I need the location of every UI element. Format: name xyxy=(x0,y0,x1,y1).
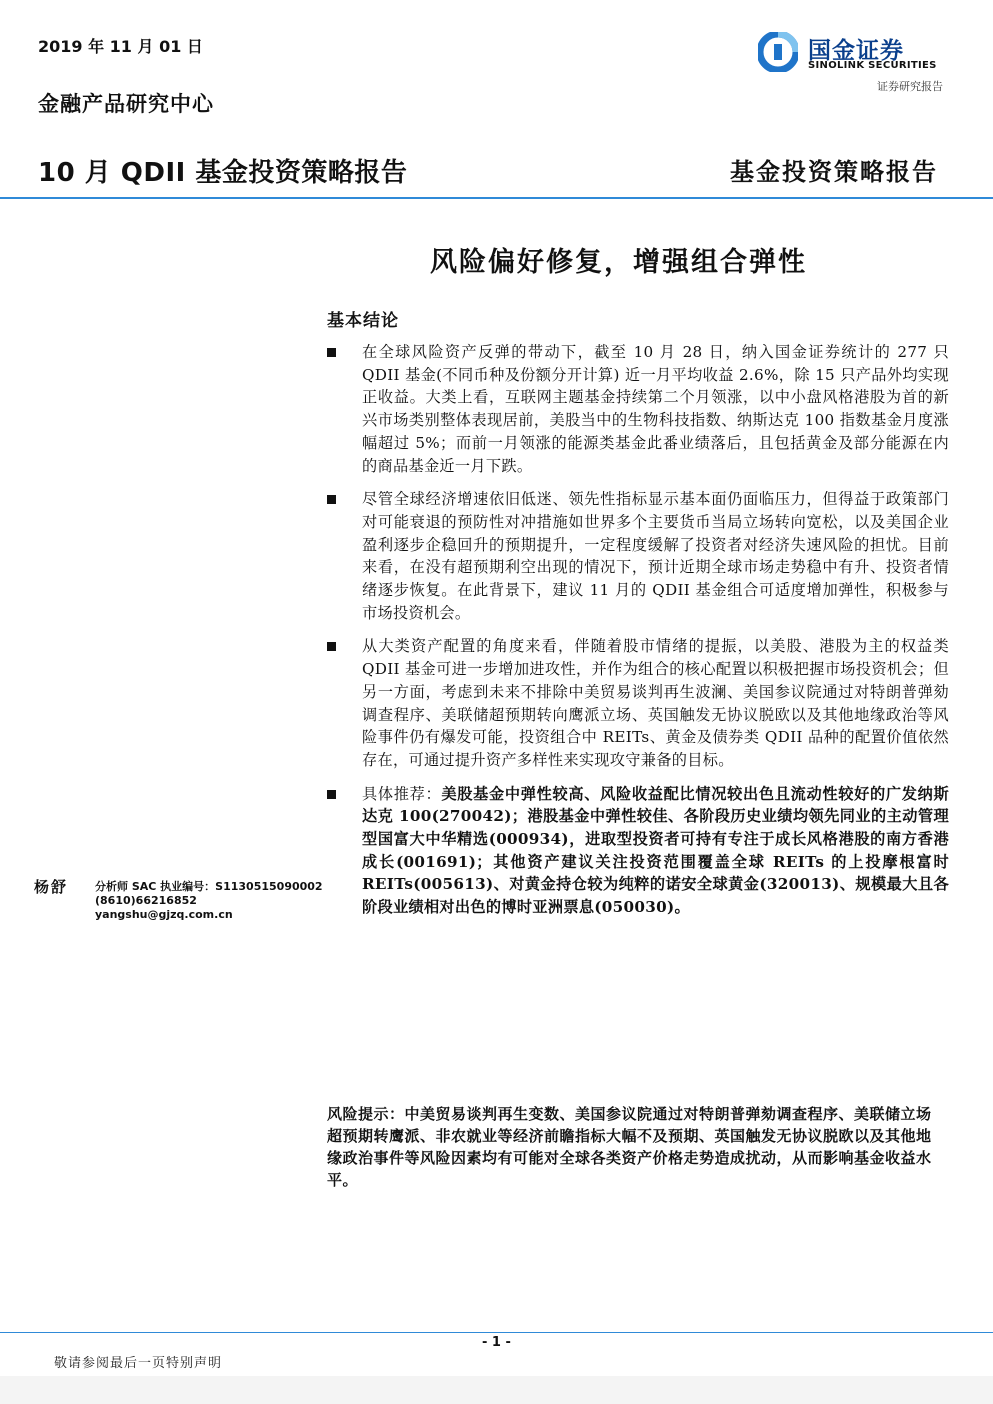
analyst-email: yangshu@gjzq.com.cn xyxy=(95,908,233,921)
footer-band xyxy=(0,1376,993,1404)
analyst-sac: 分析师 SAC 执业编号：S1130515090002 xyxy=(95,880,323,893)
conclusion-item xyxy=(327,341,949,477)
research-center: 金融产品研究中心 xyxy=(38,91,214,116)
bullet-square-icon xyxy=(327,790,336,799)
report-title: 10 月 QDII 基金投资策略报告 xyxy=(38,158,408,188)
conclusion-item xyxy=(327,635,949,771)
bullet-square-icon xyxy=(327,348,336,357)
footer-divider xyxy=(0,1332,993,1333)
conclusion-text: 从大类资产配置的角度来看，伴随着股市情绪的提振，以美股、港股为主的权益类 QDII 基金可进一步增加进攻性，并作为组合的核心配置以积极把握市场投资机会；但另一方面，考虑到未来不排除中美贸易谈判再生波澜、美国参议院通过对特朗普弹劾调查程序、美联储超预期转向鹰派立场、英国触发无协议脱欧以及其他地缘政治等风险事件仍有爆发可能，投资组合中 REITs、黄金及债券类 QDII 品种的配置价值依然存在，可通过提升资产多样性来实现攻守兼备的目标。 xyxy=(362,637,949,769)
company-logo xyxy=(758,30,948,80)
header-divider xyxy=(0,197,993,199)
recommendation-text: 美股基金中弹性较高、风险收益配比情况较出色且流动性较好的广发纳斯达克 100(270042)；港股基金中弹性较佳、各阶段历史业绩均领先同业的主动管理型国富大中华精选(000934)，进取型投资者可持有专注于成长风格港股的南方香港成长(001691)；其他资产建议关注投资范围覆盖全球 REITs 的上投摩根富时 REITs(005613)、对黄金持仓较为纯粹的诺安全球黄金(320013)、规模最大且各阶段业绩相对出色的博时亚洲票息(050030)。 xyxy=(362,784,950,917)
logo-mark-icon xyxy=(758,32,798,72)
report-type: 基金投资策略报告 xyxy=(730,157,938,186)
recommendation-item xyxy=(327,783,949,919)
recommendation-lead: 具体推荐： xyxy=(362,784,442,803)
bullet-square-icon xyxy=(327,495,336,504)
logo-chinese-name: 国金证券 xyxy=(808,38,904,64)
risk-warning: 风险提示：中美贸易谈判再生变数、美国参议院通过对特朗普弹劾调查程序、美联储立场超预期转鹰派、非农就业等经济前瞻指标大幅不及预期、英国触发无协议脱欧以及其他地缘政治事件等风险因素均有可能对全球各类资产价格走势造成扰动，从而影响基金收益水平。 xyxy=(327,1105,932,1189)
section-title: 基本结论 xyxy=(327,311,399,331)
conclusion-text: 尽管全球经济增速依旧低迷、领先性指标显示基本面仍面临压力，但得益于政策部门对可能衰退的预防性对冲措施如世界多个主要货币当局立场转向宽松，以及美国企业盈利逐步企稳回升的预期提升，一定程度缓解了投资者对经济失速风险的担忧。目前来看，在没有超预期利空出现的情况下，预计近期全球市场走势稳中有升、投资者情绪逐步恢复。在此背景下，建议 11 月的 QDII 基金组合可适度增加弹性，积极参与市场投资机会。 xyxy=(362,490,949,622)
bullet-square-icon xyxy=(327,642,336,651)
disclaimer-note: 敬请参阅最后一页特别声明 xyxy=(54,1356,223,1371)
analyst-info xyxy=(95,880,323,922)
conclusion-text: 在全球风险资产反弹的带动下，截至 10 月 28 日，纳入国金证券统计的 277 只 QDII 基金(不同币种及份额分开计算) 近一月平均收益 2.6%，除 15 只产品外均实现正收益。大类上看，互联网主题基金持续第二个月领涨，以中小盘风格港股为首的新兴市场类别整体表现居前，美股当中的生物科技指数、纳斯达克 100 指数基金月度涨幅超过 5%；而前一月领涨的能源类基金此番业绩落后，且包括黄金及部分能源在内的商品基金近一月下跌。 xyxy=(362,343,949,475)
report-category: 证券研究报告 xyxy=(877,80,943,93)
conclusion-list xyxy=(327,341,949,930)
logo-english-name: SINOLINK SECURITIES xyxy=(808,60,937,71)
analyst-phone: (8610)66216852 xyxy=(95,894,197,907)
headline: 风险偏好修复，增强组合弹性 xyxy=(430,247,807,278)
report-date: 2019 年 11 月 01 日 xyxy=(38,37,203,56)
page-number: - 1 - xyxy=(482,1335,511,1350)
conclusion-item xyxy=(327,488,949,624)
analyst-name: 杨舒 xyxy=(34,878,69,896)
